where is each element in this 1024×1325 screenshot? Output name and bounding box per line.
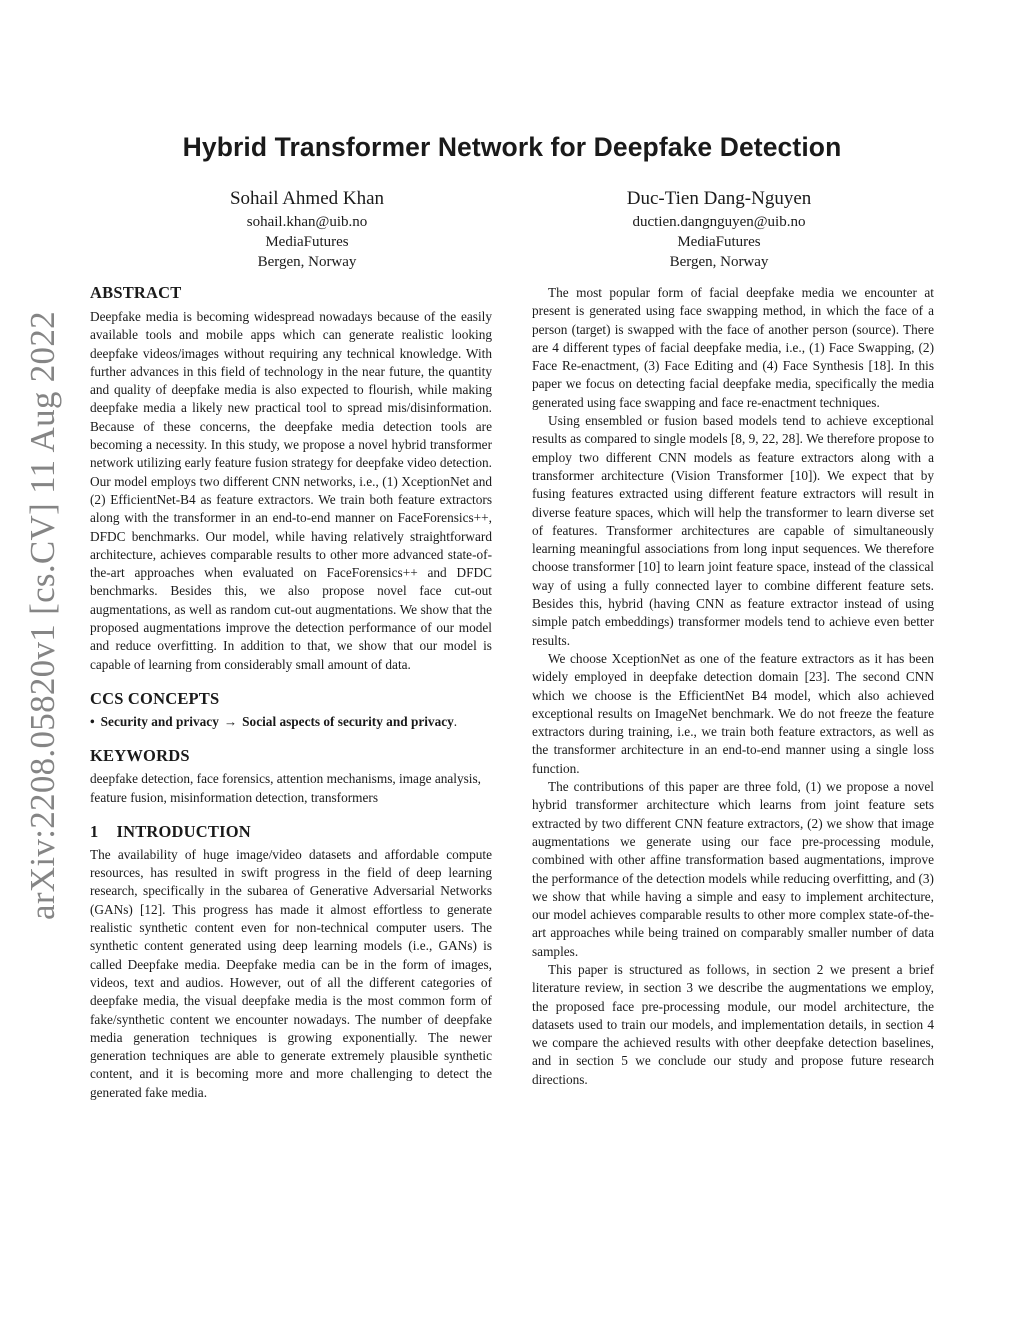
abstract-heading: ABSTRACT [90, 283, 182, 302]
author-block-2 [539, 186, 899, 272]
intro-paragraph-4: The contributions of this paper are three fold, (1) we propose a novel hybrid transformer architecture which learns from joint feature sets extracted by two different CNN feature extractors, (2) we show that image augmentations we generate using our face pre-processing module, combined with other affine transformation based augmentations, improve the performance of the detection models while reducing overfitting, and (3) we show that while having a simple and easy to implement architecture, our model achieves comparable results to other more complex state-of-the-art approaches while being trained on comparably smaller number of data samples. [532, 779, 934, 959]
right-column [532, 284, 934, 1089]
intro-paragraph-1: The most popular form of facial deepfake media we encounter at present is generated using face swapping method, in which the face of a person (target) is swapped with the face of another person (source). There are 4 different types of facial deepfake media, i.e., (1) Face Swapping, (2) Face Re-enactment, (3) Face Editing and (4) Face Synthesis [18]. In this paper we focus on detecting facial deepfake media, specifically the media generated using face swapping and face re-enactment techniques. [532, 285, 934, 410]
introduction-paragraph: The availability of huge image/video datasets and affordable compute resources, has resulted in swift progress in the field of deep learning research, specifically in the subarea of Generative Adversarial Networks (GANs) [12]. This progress has made it almost effortless to generate realistic synthetic content even for non-technical computer users. The synthetic content generated using deep learning models (i.e., GANs) is called Deepfake media. Deepfake media can be in the form of images, videos, text and audios. However, out of all the different categories of deepfake media, the visual deepfake media is the most common form of fake/synthetic content we encounter nowadays. The number of deepfake media generation techniques is growing exponentially. The newer generation techniques are able to generate extremely plausible synthetic content, and it is becoming more and more challenging to detect the generated fake media. [90, 846, 492, 1100]
left-column [90, 282, 492, 1102]
intro-paragraph-2: Using ensembled or fusion based models tend to achieve exceptional results as compared to single models [8, 9, 22, 28]. We therefore propose to employ two different CNN models as feature extractors along with a transformer architecture (Vision Transformer [10]). We expect that by fusing features extracted using different feature extractors will result in diverse feature spaces, which will help the transformer to learn diverse set of features. Transformer architectures are capable of simultaneously learning meaningful associations from long input sequences. We therefore choose transformer [10] to learn joint feature space, instead of the classical way of using a fully connected layer to combine different feature sets. Besides this, hybrid (having CNN as feature extractor instead of using simple patch embeddings) transformer models tend to achieve even better results. [532, 413, 934, 648]
paper-title: Hybrid Transformer Network for Deepfake Detection [182, 132, 842, 162]
section-title: INTRODUCTION [116, 821, 251, 841]
introduction-heading [90, 821, 492, 843]
author-location: Bergen, Norway [669, 254, 769, 270]
ccs-term: Security and privacy [100, 713, 219, 729]
keywords-heading: KEYWORDS [90, 746, 190, 766]
intro-paragraph-5: This paper is structured as follows, in section 2 we present a brief literature review, in section 3 we describe the augmentations we employ, the proposed face pre-processing module, our model architecture, the datasets used to train our models, and implementation details, in section 4 we compare the achieved results with other deepfake detection baselines, and in section 5 we conclude our study and propose future research directions. [532, 961, 934, 1087]
intro-paragraph-3: We choose XceptionNet as one of the feature extractors as it has been widely employed in deepfake detection domain [23]. The second CNN which we choose is the EfficientNet B4 model, which also achieved exceptional results on ImageNet benchmark. We do not freeze the feature extractors during training, i.e., we train both feature extractors, as well as the transformer architecture in an end-to-end manner using a single loss function. [532, 650, 934, 776]
arxiv-identifier: arXiv:2208.05820v1 [cs.CV] 11 Aug 2022 [23, 311, 62, 920]
author-affiliation: MediaFutures [265, 234, 349, 250]
ccs-heading: CCS CONCEPTS [90, 688, 220, 708]
ccs-concepts [90, 713, 492, 731]
abstract-text: Deepfake media is becoming widespread nowadays because of the easily available tools and mobile apps which can generate realistic looking deepfake videos/images without requiring any technical knowledge. With further advances in this field of technology in the near future, the quantity and quality of deepfake media is also expected to flourish, while making deepfake media a likely new practical tool to spread mis/disinformation. Because of these concerns, the deepfake media detection tools are becoming a necessity. In this study, we propose a novel hybrid transformer network utilizing early feature fusion strategy for deepfake video detection. Our model employs two different CNN networks, i.e., (1) XceptionNet and (2) EfficientNet-B4 as feature extractors. We train both feature extractors along with the transformer in an end-to-end manner on FaceForensics++, DFDC benchmarks. Our model, while having relatively straightforward architecture, achieves comparable results to other more advanced state-of-the-art approaches when evaluated on FaceForensics++ and DFDC benchmarks. Besides this, we also propose novel face cut-out augmentations, as well as random cut-out augmentations. We show that the proposed augmentations improve the detection performance of our model and reduce overfitting. In addition to that, we show that our model is capable of learning from considerably small amount of data. [90, 309, 492, 672]
author-affiliation: MediaFutures [677, 234, 761, 250]
bullet-icon: • [90, 713, 95, 729]
author-email: ductien.dangnguyen@uib.no [632, 214, 806, 230]
ccs-period: . [453, 713, 458, 729]
section-number: 1 [90, 821, 99, 841]
author-name: Duc-Tien Dang-Nguyen [626, 188, 812, 209]
ccs-subterm: Social aspects of security and privacy [242, 713, 454, 729]
author-name: Sohail Ahmed Khan [229, 188, 385, 209]
right-arrow-icon: → [223, 713, 238, 729]
author-location: Bergen, Norway [257, 254, 357, 270]
author-block-1 [127, 186, 487, 272]
author-email: sohail.khan@uib.no [246, 214, 368, 230]
keywords-text: deepfake detection, face forensics, attention mechanisms, image analysis, feature fusion, misinformation detection, transformers [90, 771, 481, 805]
